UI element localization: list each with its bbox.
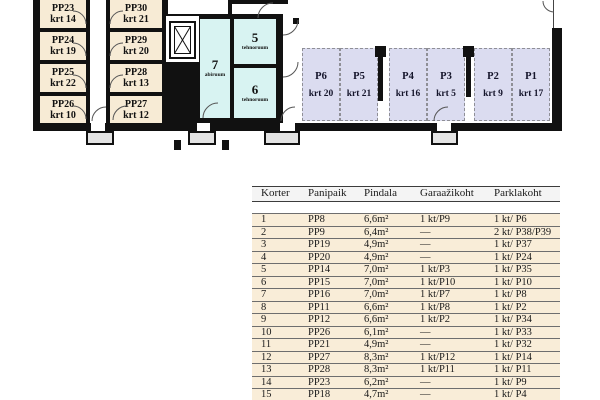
door-opening — [437, 123, 451, 131]
table-cell: 7,0m² — [364, 289, 389, 300]
elevator-recess — [166, 16, 199, 62]
table-row — [252, 327, 560, 340]
storage-room-pp30 — [110, 0, 162, 28]
room-apartment: krt 19 — [50, 46, 76, 57]
room-label: tehnoruum — [241, 96, 269, 103]
table-row — [252, 314, 560, 327]
entrance-porch — [86, 131, 114, 145]
table-cell: 1 kt/P9 — [420, 214, 451, 225]
table-cell: 1 kt/P10 — [420, 276, 456, 288]
spot-name: P1 — [525, 70, 537, 82]
table-cell: PP27 — [308, 351, 331, 363]
door-opening — [280, 123, 295, 131]
spot-apartment: krt 16 — [395, 88, 421, 99]
parking-wall — [466, 57, 471, 97]
room-number: 7 — [211, 57, 219, 72]
table-cell: 1 kt/ P33 — [494, 326, 532, 338]
parking-spot-p5 — [340, 48, 378, 121]
table-cell: PP28 — [308, 364, 331, 375]
table-cell: 6 — [261, 276, 267, 288]
table-cell: 1 kt/ P14 — [494, 351, 532, 363]
table-cell: 4,7m² — [364, 389, 389, 400]
room-name: PP25 — [51, 67, 75, 78]
table-row — [252, 339, 560, 352]
room-5-tehnoruum — [234, 19, 276, 64]
room-name: PP26 — [51, 98, 75, 110]
floor-plan — [0, 0, 600, 160]
table-cell: 7,0m² — [364, 264, 389, 275]
table-row — [252, 364, 560, 377]
table-cell: — — [420, 376, 431, 388]
storage-room-pp24 — [40, 32, 86, 60]
entrance-porch — [431, 131, 458, 145]
room-7-abiruum — [200, 19, 230, 118]
table-cell: PP20 — [308, 251, 331, 263]
right-boundary-line — [553, 0, 554, 28]
room-apartment: krt 12 — [123, 109, 149, 121]
table-cell: 15 — [261, 389, 272, 400]
table-row — [252, 227, 560, 240]
table-cell: — — [420, 326, 431, 338]
table-cell: 1 kt/P11 — [420, 364, 455, 375]
table-cell: 1 kt/ P35 — [494, 264, 532, 275]
table-cell: 3 — [261, 239, 267, 250]
parking-spot-p6 — [302, 48, 340, 121]
table-cell: 1 kt/P3 — [420, 264, 451, 275]
spot-name: P5 — [353, 70, 365, 82]
table-cell: 4,9m² — [364, 339, 389, 350]
table-cell: PP14 — [308, 264, 331, 275]
table-cell: 6,6m² — [364, 314, 389, 325]
room-name: PP30 — [124, 3, 148, 14]
room-number: 6 — [251, 81, 259, 97]
door-arc — [281, 107, 295, 121]
spot-apartment: krt 17 — [518, 88, 544, 99]
table-row — [252, 289, 560, 302]
table-row — [252, 214, 560, 227]
table-cell: PP12 — [308, 314, 331, 325]
table-cell: 1 kt/P7 — [420, 289, 451, 300]
table-cell: 1 kt/ P32 — [494, 339, 532, 350]
room-6-tehnoruum — [234, 68, 276, 118]
table-cell: PP18 — [308, 389, 331, 400]
room-number: 5 — [251, 30, 259, 45]
table-cell: 12 — [261, 351, 272, 363]
pillar — [293, 18, 299, 24]
parking-spot-p4 — [389, 48, 427, 121]
allocation-table — [252, 186, 560, 400]
table-cell: 6,6m² — [364, 301, 389, 313]
room-label: tehnoruum — [241, 45, 269, 51]
table-row — [252, 302, 560, 315]
table-cell: 6,2m² — [364, 376, 389, 388]
table-cell: 1 kt/ P6 — [494, 214, 527, 225]
spot-name: P3 — [440, 70, 452, 82]
table-cell: PP23 — [308, 376, 331, 388]
table-cell: 1 kt/ P37 — [494, 239, 532, 250]
table-cell: 2 kt/ P38/P39 — [494, 226, 552, 238]
storage-room-pp26 — [40, 96, 86, 123]
parking-spot-p3 — [427, 48, 465, 121]
table-cell: PP21 — [308, 339, 331, 350]
table-cell: PP16 — [308, 289, 331, 300]
table-row — [252, 389, 560, 400]
table-cell: 7 — [261, 289, 267, 300]
table-cell: 5 — [261, 264, 267, 275]
pillar — [222, 140, 229, 150]
table-cell: 10 — [261, 326, 272, 338]
parking-wall-post — [375, 46, 386, 57]
table-cell: — — [420, 226, 431, 238]
room-apartment: krt 20 — [123, 46, 149, 57]
table-header-row — [252, 186, 560, 202]
bottom-wall — [33, 123, 562, 131]
storage-room-pp29 — [110, 32, 162, 60]
table-cell: 1 kt/P8 — [420, 301, 451, 313]
table-cell: 6,4m² — [364, 226, 389, 238]
storage-room-pp27 — [110, 96, 162, 123]
right-wall — [552, 28, 562, 123]
table-cell: PP9 — [308, 226, 325, 238]
room-label: abiruum — [204, 72, 226, 78]
spot-apartment: krt 21 — [346, 88, 372, 99]
spot-apartment: krt 9 — [483, 88, 503, 99]
room-name: PP27 — [124, 98, 148, 110]
spot-name: P4 — [402, 70, 414, 82]
door-opening — [91, 123, 105, 131]
table-cell: 6,6m² — [364, 214, 389, 225]
table-cell: 1 kt/ P11 — [494, 364, 532, 375]
column-header-garaazikoht: Garaažikoht — [420, 187, 474, 199]
table-row — [252, 277, 560, 290]
table-cell: 4 — [261, 251, 267, 263]
parking-spot-p1 — [512, 48, 550, 121]
table-cell: — — [420, 251, 431, 263]
table-row — [252, 239, 560, 252]
table-cell: 9 — [261, 314, 267, 325]
entrance-porch — [188, 131, 216, 145]
room-apartment: krt 13 — [123, 78, 149, 89]
column-header-panipaik: Panipaik — [308, 187, 347, 199]
column-header-korter: Korter — [261, 187, 290, 199]
storage-room-pp25 — [40, 64, 86, 92]
entrance-porch — [264, 131, 300, 145]
table-cell: 1 kt/ P9 — [494, 376, 527, 388]
spot-name: P2 — [487, 70, 499, 82]
corridor — [90, 0, 106, 123]
table-cell: 6,1m² — [364, 326, 389, 338]
top-wall — [228, 0, 288, 4]
spot-name: P6 — [315, 70, 327, 82]
column-header-parklakoht: Parklakoht — [494, 187, 542, 199]
table-cell: 1 kt/ P8 — [494, 289, 527, 300]
top-wall-stub — [228, 0, 232, 14]
table-cell: 1 kt/ P4 — [494, 389, 527, 400]
table-cell: PP11 — [308, 301, 330, 313]
room-name: PP29 — [124, 35, 148, 46]
table-cell: PP15 — [308, 276, 331, 288]
table-row — [252, 252, 560, 265]
table-cell: 4,9m² — [364, 239, 389, 250]
table-cell: 11 — [261, 339, 272, 350]
room-apartment: krt 21 — [123, 14, 149, 25]
table-body — [252, 213, 560, 400]
parking-wall-post — [463, 46, 474, 57]
table-cell: PP26 — [308, 326, 331, 338]
room-name: PP24 — [51, 35, 75, 46]
table-cell: — — [420, 339, 431, 350]
table-cell: 1 kt/ P2 — [494, 301, 527, 313]
room-apartment: krt 22 — [50, 78, 76, 89]
room-apartment: krt 10 — [50, 109, 76, 121]
parking-spot-p2 — [474, 48, 512, 121]
spot-apartment: krt 20 — [308, 88, 334, 99]
table-cell: PP19 — [308, 239, 331, 250]
door-opening — [197, 123, 210, 131]
table-cell: 4,9m² — [364, 251, 389, 263]
table-cell: 1 kt/ P24 — [494, 251, 532, 263]
storage-room-pp23 — [40, 0, 86, 28]
table-row — [252, 264, 560, 277]
room-apartment: krt 14 — [50, 14, 76, 25]
table-cell: 8,3m² — [364, 364, 389, 375]
table-cell: 1 kt/P12 — [420, 351, 456, 363]
column-header-pindala: Pindala — [364, 187, 397, 199]
pillar — [174, 140, 181, 150]
table-cell: 1 kt/ P10 — [494, 276, 532, 288]
table-row — [252, 377, 560, 390]
room-name: PP23 — [51, 3, 75, 14]
table-cell: — — [420, 389, 431, 400]
spot-apartment: krt 5 — [436, 88, 456, 99]
table-row — [252, 352, 560, 365]
table-cell: 7,0m² — [364, 276, 389, 288]
table-cell: — — [420, 239, 431, 250]
table-cell: 1 kt/ P34 — [494, 314, 532, 325]
table-cell: 8 — [261, 301, 267, 313]
table-cell: 1 kt/P2 — [420, 314, 451, 325]
table-cell: 1 — [261, 214, 267, 225]
table-cell: 2 — [261, 226, 267, 238]
table-cell: 13 — [261, 364, 272, 375]
table-cell: 8,3m² — [364, 351, 389, 363]
table-cell: PP8 — [308, 214, 325, 225]
door-arc — [283, 62, 298, 77]
parking-wall — [378, 57, 383, 101]
room-name: PP28 — [124, 67, 148, 78]
storage-room-pp28 — [110, 64, 162, 92]
table-cell: 14 — [261, 376, 272, 388]
